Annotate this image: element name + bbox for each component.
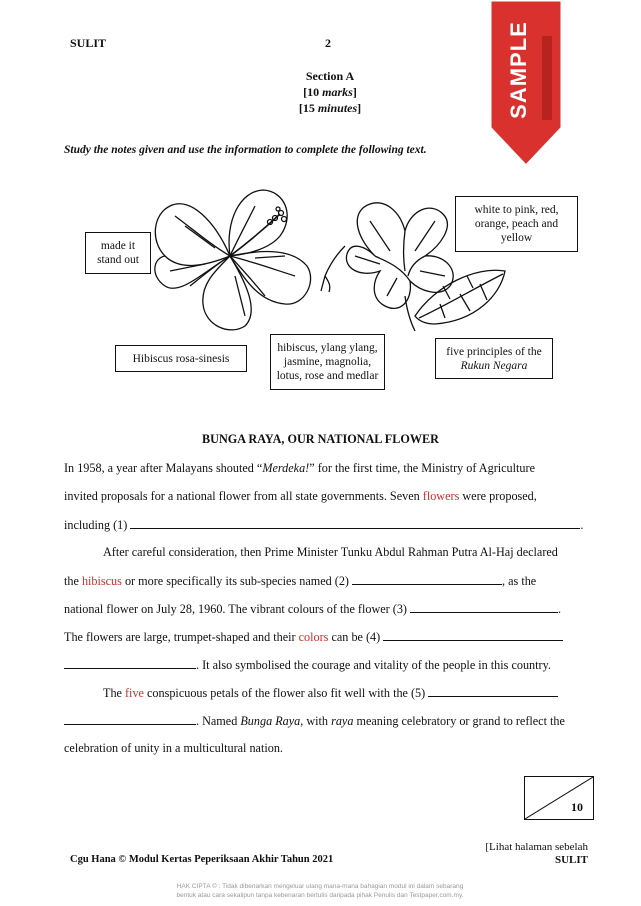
answer-blank-2[interactable] — [352, 573, 502, 585]
hibiscus-flower-illustration — [145, 186, 320, 334]
passage-line-8: . It also symbolised the courage and vitality of the people in this country. — [64, 657, 551, 673]
sample-badge — [488, 0, 564, 168]
instruction-text: Study the notes given and use the information to complete the following text. — [64, 144, 427, 156]
sample-text: SAMPLE — [506, 21, 531, 119]
passage-line-6: national flower on July 28, 1960. The vibrant colours of the flower (3) . — [64, 602, 562, 616]
page-number: 2 — [325, 36, 331, 50]
passage-line-9: The five conspicuous petals of the flower also fit well with the (5) — [103, 685, 558, 701]
answer-blank-5[interactable] — [428, 685, 558, 697]
footer-sulit: SULIT — [554, 854, 588, 866]
section-title: Section A — [305, 69, 355, 83]
score-total: 10 — [571, 800, 583, 814]
copyright-notice: HAK CIPTA © : Tidak dibenarkan mengeluar ulang mana-mana bahagian modul ini dalam sebarang bentuk atau cara sekalipun tanpa kebenaran bertulis daripada pihak Penulis dan Testpaper.com.my. — [176, 883, 464, 899]
note-principles: five principles of the Rukun Negara — [435, 338, 553, 379]
passage-title: BUNGA RAYA, OUR NATIONAL FLOWER — [202, 432, 439, 446]
section-marks: [10 marks] — [303, 85, 357, 99]
score-box — [524, 776, 594, 820]
passage-line-4: After careful consideration, then Prime Minister Tunku Abdul Rahman Putra Al-Haj declared — [103, 545, 558, 559]
passage-line-7: The flowers are large, trumpet-shaped and their colors can be (4) — [64, 629, 563, 645]
passage-line-3: including (1) . — [64, 518, 584, 532]
answer-blank-3[interactable] — [410, 601, 558, 613]
passage-line-10: . Named Bunga Raya, with raya meaning celebratory or grand to reflect the — [64, 713, 565, 729]
footer-turn-page: [Lihat halaman sebelah — [485, 841, 588, 853]
note-colours: white to pink, red, orange, peach and yellow — [455, 196, 578, 252]
answer-blank-4[interactable] — [383, 629, 563, 641]
passage-line-1: In 1958, a year after Malayans shouted “Merdeka!” for the first time, the Ministry of Agriculture — [64, 461, 535, 475]
note-proposed-flowers: hibiscus, ylang ylang, jasmine, magnolia, lotus, rose and medlar — [270, 334, 385, 390]
note-made-it-stand-out: made it stand out — [85, 232, 151, 274]
section-minutes: [15 minutes] — [298, 101, 362, 115]
answer-blank-1[interactable] — [130, 517, 580, 529]
header-sulit: SULIT — [70, 36, 107, 50]
footer-right — [485, 841, 588, 867]
footer-credit: Cgu Hana © Modul Kertas Peperiksaan Akhir Tahun 2021 — [70, 854, 334, 865]
answer-blank-5-cont[interactable] — [64, 713, 196, 725]
section-heading — [230, 68, 430, 116]
passage-line-5: the hibiscus or more specifically its sub-species named (2) , as the — [64, 574, 537, 588]
note-species: Hibiscus rosa-sinesis — [115, 345, 247, 372]
answer-blank-4-cont[interactable] — [64, 657, 196, 669]
passage-line-2: invited proposals for a national flower from all state governments. Seven flowers were proposed, — [64, 489, 537, 503]
passage-line-11: celebration of unity in a multicultural nation. — [64, 741, 283, 755]
